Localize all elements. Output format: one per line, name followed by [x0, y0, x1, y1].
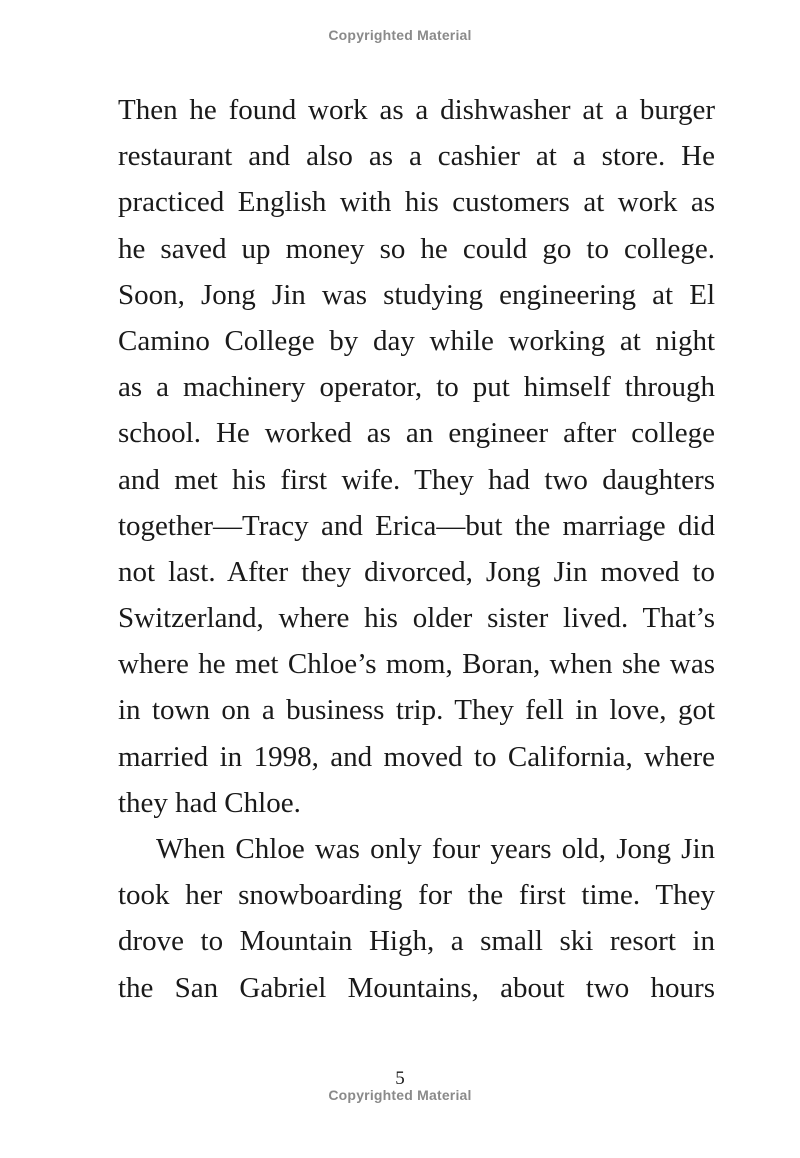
- text-line: Camino College by day while working at night: [118, 324, 715, 357]
- page-number: 5: [395, 1068, 405, 1089]
- text-line: as a machinery operator, to put himself through: [118, 371, 715, 404]
- text-line: the San Gabriel Mountains, about two hours: [118, 971, 715, 1004]
- text-line: school. He worked as an engineer after college: [118, 417, 715, 450]
- text-line: Switzerland, where his older sister lived. That’s: [118, 602, 715, 635]
- text-line: in town on a business trip. They fell in love, got: [118, 694, 715, 727]
- text-line: together—Tracy and Erica—but the marriage did: [118, 509, 715, 542]
- text-line: he saved up money so he could go to college.: [118, 232, 715, 265]
- text-line: restaurant and also as a cashier at a store. He: [118, 140, 715, 173]
- text-line: practiced English with his customers at work as: [118, 186, 715, 219]
- text-line: Soon, Jong Jin was studying engineering at El: [118, 278, 715, 311]
- text-line: Then he found work as a dishwasher at a burger: [118, 94, 715, 126]
- body-text: [118, 87, 715, 1011]
- text-line: and met his first wife. They had two daughters: [118, 463, 715, 496]
- watermark-bottom: Copyrighted Material: [328, 1087, 472, 1103]
- text-line: married in 1998, and moved to California, where: [118, 740, 715, 773]
- text-line: they had Chloe.: [118, 786, 301, 819]
- text-line: not last. After they divorced, Jong Jin moved to: [118, 555, 715, 588]
- text-line: where he met Chloe’s mom, Boran, when she was: [118, 648, 715, 681]
- text-line: drove to Mountain High, a small ski resort in: [118, 925, 715, 958]
- watermark-top: Copyrighted Material: [328, 27, 472, 43]
- text-line: took her snowboarding for the first time. They: [118, 879, 715, 912]
- text-line: When Chloe was only four years old, Jong Jin: [156, 833, 715, 865]
